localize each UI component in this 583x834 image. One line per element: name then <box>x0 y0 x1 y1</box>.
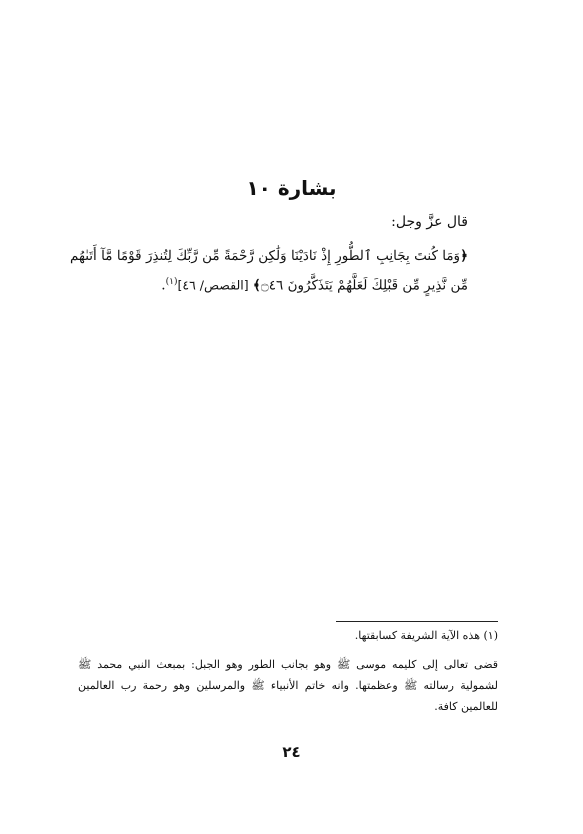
intro-line: قال عزَّ وجل: <box>391 214 468 230</box>
surah-reference: [القصص/ ٤٦] <box>177 277 249 293</box>
page-title: بشارة ١٠ <box>246 176 337 200</box>
footnote-commentary: قضى تعالى إلى كليمه موسى ﷺ وهو بجانب الطور وهو الجبل: بمبعث النبي محمد ﷺ لشمولية رسالته ﷺ وعظمتها. وانه خاتم الأنبياء ﷺ والمرسلين وهو رحمة رب العالمين للعالمين كافة. <box>78 658 498 713</box>
ayah-number-marker: ۝٤٦ <box>260 277 284 294</box>
verse-close-bracket: ﴾ <box>252 277 261 294</box>
verse-text: وَمَا كُنتَ بِجَانِبِ ٱلطُّورِ إِذْ نَادَيْنَا وَلَٰكِن رَّحْمَةً مِّن رَّبِّكَ لِتُنذِرَ قَوْمًا مَّآ أَتَىٰهُم مِّن نَّذِيرٍ مِّن قَبْلِكَ لَعَلَّهُمْ يَتَذَكَّرُونَ <box>70 248 468 294</box>
quran-verse <box>70 243 468 299</box>
verse-end-period: . <box>161 277 166 294</box>
footnote-1: (١) هذه الآية الشريفة كسابقتها. <box>354 629 498 642</box>
footnote-divider <box>336 621 498 622</box>
footnote-marker: (١) <box>165 277 178 287</box>
verse-open-bracket: ﴿ <box>460 248 468 264</box>
page-number: ٢٤ <box>282 743 301 761</box>
